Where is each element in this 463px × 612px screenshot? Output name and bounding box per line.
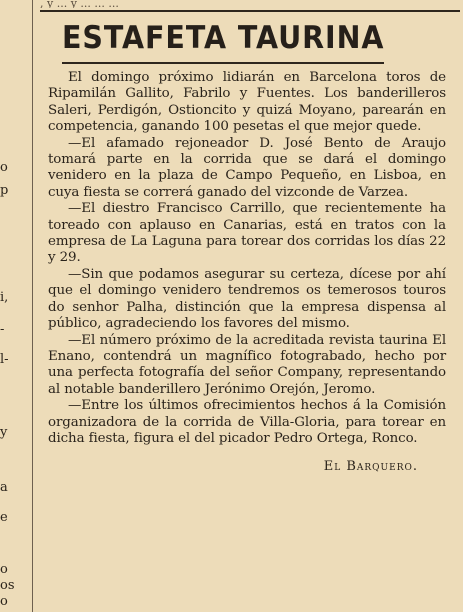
article-paragraph: —Entre los últimos ofrecimientos hechos á la Comisión organizadora de la corrida de Villa-Gloria, para torear en dicha fiesta, figura el del picador Pedro Ortega, Ronco. bbox=[48, 398, 446, 446]
left-fragment: o bbox=[0, 562, 8, 577]
left-fragment: a bbox=[0, 480, 8, 495]
left-fragment: p bbox=[0, 183, 9, 198]
left-fragment: e bbox=[0, 510, 8, 525]
article-paragraph: —El número próximo de la acreditada revista taurina El Enano, contendrá un magnífico fotograbado, hecho por una perfecta fotografía del señor Company, representando al notable banderillero Jerónimo Orejón, Jeromo. bbox=[48, 332, 446, 397]
previous-article-fragment: , y ... y ... ... ... bbox=[40, 0, 119, 8]
article-title: ESTAFETA TAURINA bbox=[62, 16, 384, 64]
left-fragment: l- bbox=[0, 352, 9, 367]
left-fragment: i, bbox=[0, 290, 9, 305]
article-signature: El Barquero. bbox=[323, 459, 418, 475]
left-column-fragments bbox=[0, 0, 30, 612]
left-fragment: o bbox=[0, 160, 8, 175]
article-paragraph: —Sin que podamos asegurar su certeza, dícese por ahí que el domingo venidero tendremos os temerosos touros do senhor Palha, distinción que la empresa dispensa al público, agradeciendo los favores del mismo. bbox=[48, 266, 446, 332]
left-fragment: o bbox=[0, 594, 8, 609]
article-paragraph: —El afamado rejoneador D. José Bento de Araujo tomará parte en la corrida que se dará el domingo venidero en la plaza de Campo Pequeño, en Lisboa, en cuya fiesta se correrá ganado del vizconde de Varzea. bbox=[48, 135, 446, 200]
article-estafeta-taurina bbox=[48, 16, 446, 474]
left-fragment: os bbox=[0, 578, 15, 593]
article-paragraph: El domingo próximo lidiarán en Barcelona toros de Ripamilán Gallito, Fabrilo y Fuentes. Los banderilleros Saleri, Perdigón, Ostioncito y quizá Moyano, parearán en competencia, ganando 100 pesetas el que mejor quede. bbox=[48, 70, 446, 135]
left-fragment: - bbox=[0, 322, 5, 337]
left-fragment: y bbox=[0, 425, 8, 440]
top-rule bbox=[40, 10, 460, 12]
article-paragraph: —El diestro Francisco Carrillo, que recientemente ha toreado con aplauso en Canarias, está en tratos con la empresa de La Laguna para torear dos corridas los días 22 y 29. bbox=[48, 201, 446, 266]
column-divider bbox=[32, 0, 33, 612]
